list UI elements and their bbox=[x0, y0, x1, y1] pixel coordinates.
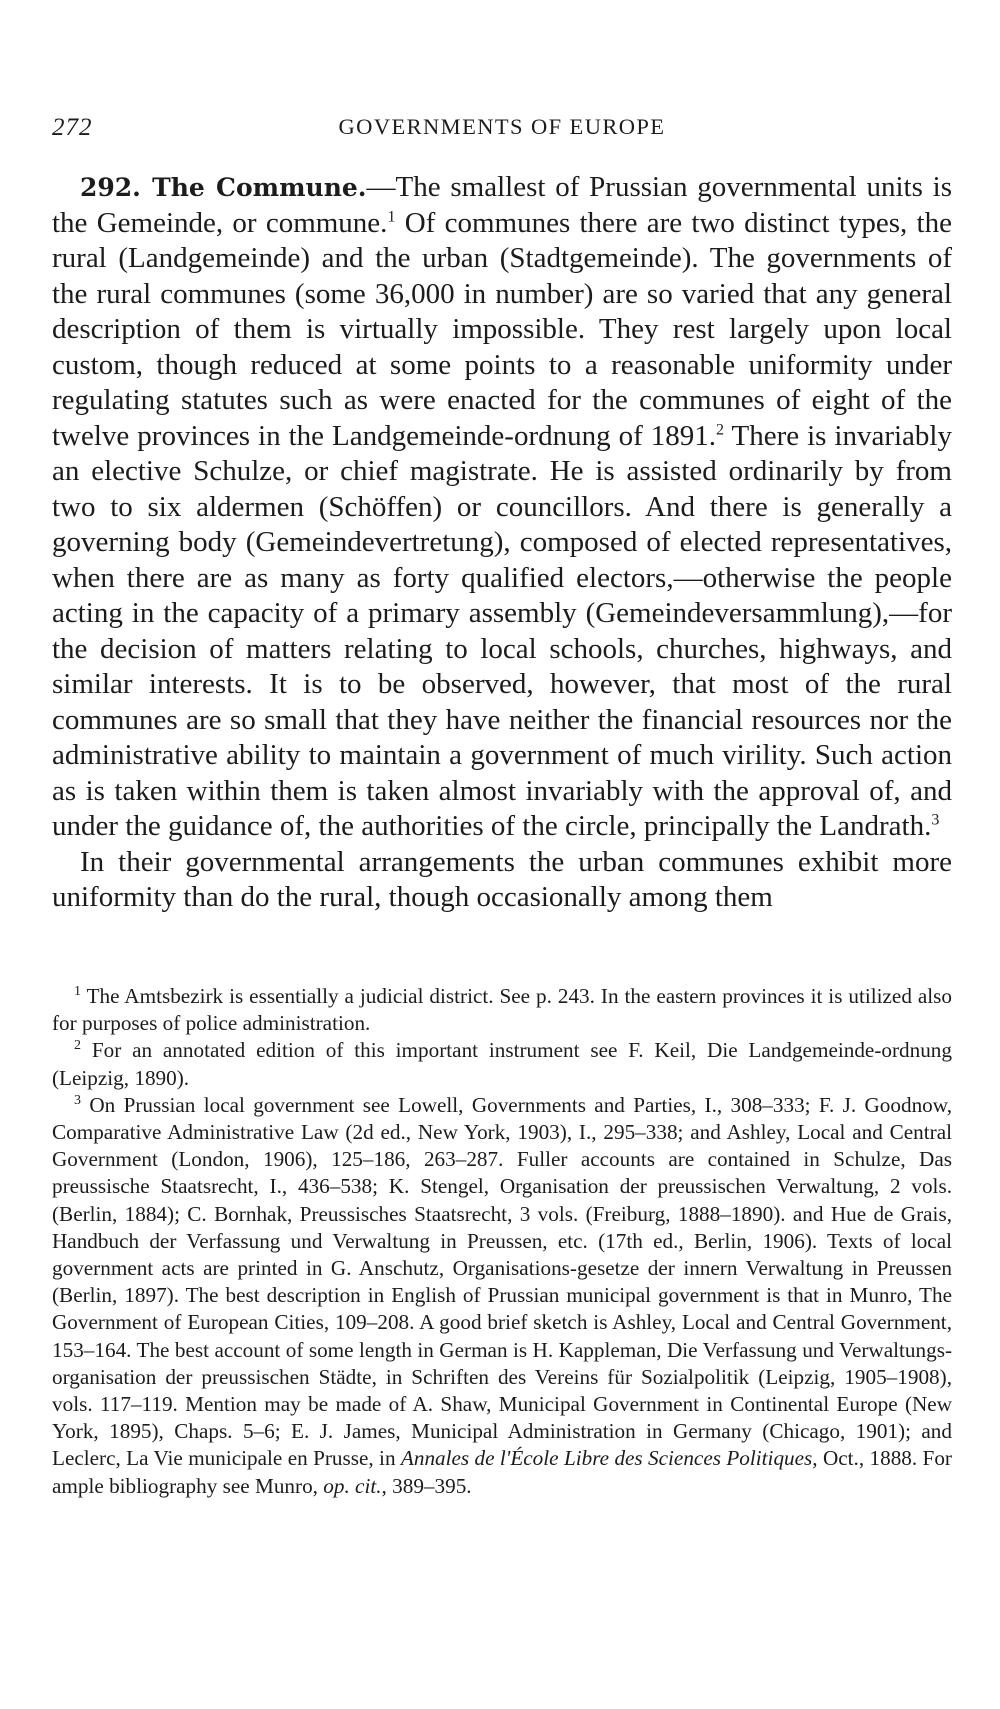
footnote-text-continued: , Oct., 1888. For ample bibliography see Munro, bbox=[52, 1446, 952, 1498]
footnote-text: For an annotated edition of this important instrument see F. Keil, Die Landgemeinde-ordnung (Leipzig, 1890). bbox=[52, 1038, 952, 1090]
paragraph-1-lead: —The smallest of Prussian governmental units is the Gemeinde, or commune. bbox=[52, 171, 952, 239]
paragraph-2: In their governmental arrangements the urban communes exhibit more uniformity than do the rural, though occasionally among them bbox=[52, 845, 952, 913]
main-text bbox=[52, 170, 952, 916]
footnote-mark: 1 bbox=[74, 983, 81, 999]
paragraph-1-mid: Of communes there are two distinct types, the rural (Landgemeinde) and the urban (Stadtgemeinde). The governments of the rural communes (some 36,000 in number) are so varied that any general description of them is virtually impossible. They rest largely upon local custom, though reduced at some points to a reasonable uniformity under regulating statutes such as were enacted for the communes of eight of the twelve provinces in the Landgemeinde-ordnung of 1891. bbox=[52, 206, 952, 452]
footnote-ref-1: 1 bbox=[387, 207, 396, 225]
page-header bbox=[52, 108, 952, 148]
footnote-1 bbox=[52, 983, 952, 1037]
running-title: GOVERNMENTS OF EUROPE bbox=[338, 114, 666, 139]
page-number: 272 bbox=[52, 114, 93, 141]
footnote-ref-2: 2 bbox=[716, 420, 725, 438]
footnote-text: The Amtsbezirk is essentially a judicial district. See p. 243. In the eastern provinces it is utilized also for purposes of police administration. bbox=[52, 984, 953, 1036]
op-cit: op. cit. bbox=[323, 1473, 382, 1498]
footnote-2 bbox=[52, 1037, 952, 1091]
paragraph-1-rest: There is invariably an elective Schulze, or chief magistrate. He is assisted ordinarily by from two to six aldermen (Schöffen) or councillors. And there is generally a governing body (Gemeindevertretung), composed of elected representatives, when there are as many as forty qualified electors,—otherwise the people acting in the capacity of a primary assembly (Gemeindeversammlung),—for the decision of matters relating to local schools, churches, highways, and similar interests. It is to be observed, however, that most of the rural communes are so small that they have neither the financial resources nor the administrative ability to maintain a government of much virility. Such action as is taken within them is taken almost invariably with the approval of, and under the guidance of, the authorities of the circle, principally the Landrath. bbox=[52, 419, 952, 842]
footnote-mark: 3 bbox=[74, 1092, 81, 1108]
paragraph-1 bbox=[52, 170, 952, 845]
footnote-3 bbox=[52, 1092, 952, 1500]
footnote-text: On Prussian local government see Lowell, Governments and Parties, I., 308–333; F. J. Goodnow, Comparative Administrative Law (2d ed., New York, 1903), I., 295–338; and Ashley, Local and Central Government (London, 1906), 125–186, 263–287. Fuller accounts are contained in Schulze, Das preussische Staatsrecht, I., 436–538; K. Stengel, Organisation der preussischen Verwaltung, 2 vols. (Berlin, 1884); C. Bornhak, Preussisches Staatsrecht, 3 vols. (Freiburg, 1888–1890). and Hue de Grais, Handbuch der Verfassung und Verwaltung in Preussen, etc. (17th ed., Berlin, 1906). Texts of local government acts are printed in G. Anschutz, Organisations-gesetze der innern Verwaltung in Preussen (Berlin, 1897). The best description in English of Prussian municipal government is that in Munro, The Government of European Cities, 109–208. A good brief sketch is Ashley, Local and Central Government, 153–164. The best account of some length in German is H. Kappleman, Die Verfassung und Verwaltungs-organisation der preussischen Städte, in Schriften des Vereins für Sozialpolitik (Leipzig, 1905–1908), vols. 117–119. Mention may be made of A. Shaw, Municipal Government in Continental Europe (New York, 1895), Chaps. 5–6; E. J. James, Municipal Administration in Germany (Chicago, 1901); and Leclerc, La Vie municipale en Prusse, in bbox=[52, 1092, 952, 1471]
footnote-ref-3: 3 bbox=[931, 811, 940, 829]
footnotes bbox=[52, 983, 952, 1500]
footnote-mark: 2 bbox=[74, 1038, 81, 1054]
section-heading: 292. The Commune. bbox=[80, 173, 367, 202]
journal-title: Annales de l'École Libre des Sciences Politiques bbox=[400, 1446, 813, 1471]
footnote-text-end: , 389–395. bbox=[381, 1473, 472, 1498]
